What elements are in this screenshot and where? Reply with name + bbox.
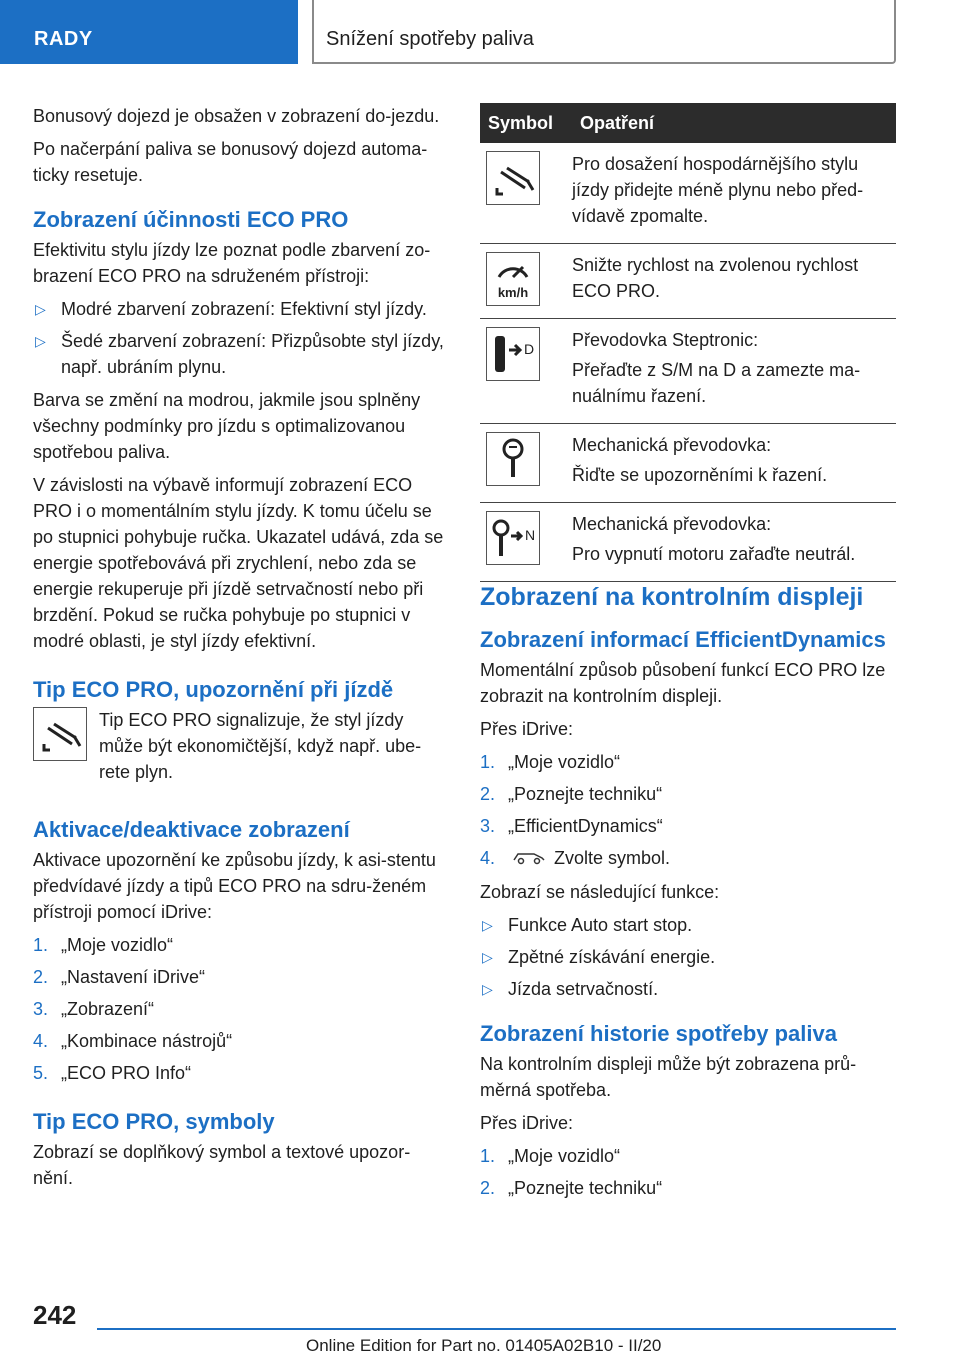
list-item: ▷ Zpětné získávání energie.: [480, 944, 896, 970]
footer-divider: [97, 1328, 896, 1330]
tip-block: [33, 707, 449, 792]
paragraph: Na kontrolním displeji může být zobrazena prů-měrná spotřeba.: [480, 1054, 857, 1101]
gear-d-label: D: [523, 341, 535, 357]
heading-eco-symbols: Tip ECO PRO, symboly: [33, 1109, 275, 1134]
table-cell-text: Přeřaďte z S/M na D a zamezte ma-nuálnímu řazení.: [572, 360, 861, 406]
paragraph: Bonusový dojezd je obsažen v zobrazení do-jezdu.: [33, 106, 440, 126]
paragraph: Zobrazí se doplňkový symbol a textové upozor-nění.: [33, 1142, 411, 1188]
gear-lever-n-icon: [486, 511, 540, 565]
heading-control-display: Zobrazení na kontrolním displeji: [480, 583, 864, 611]
list-item: 4. „Kombinace nástrojů“: [33, 1031, 233, 1051]
list-item: 2. „Nastavení iDrive“: [33, 967, 206, 987]
table-cell-text: Mechanická převodovka:: [572, 435, 772, 455]
heading-efficient-dynamics: Zobrazení informací EfficientDynamics: [480, 627, 886, 652]
table-cell-text: Převodovka Steptronic:: [572, 330, 759, 350]
page-number: 242: [33, 1300, 77, 1330]
heading-eco-efficiency: Zobrazení účinnosti ECO PRO: [33, 207, 349, 232]
table-row: [480, 503, 896, 582]
list-item: 3. „EfficientDynamics“: [480, 816, 663, 836]
gear-n-label: N: [524, 527, 536, 543]
bullet-list: [33, 296, 449, 380]
right-column: [480, 582, 896, 1208]
foot-pedal-icon: [486, 151, 540, 205]
speedometer-unit-label: km/h: [497, 285, 529, 300]
table-header-row: [480, 103, 896, 143]
column-header-symbol: Symbol: [480, 103, 572, 143]
numbered-list: [33, 932, 449, 1086]
triangle-bullet-icon: ▷: [482, 949, 493, 966]
paragraph: Momentální způsob působení funkcí ECO PRO lze zobrazit na kontrolním displeji.: [480, 660, 886, 706]
car-icon: [512, 846, 546, 872]
table-cell-text: Snižte rychlost na zvolenou rychlost ECO PRO.: [572, 255, 859, 301]
steptronic-d-icon: [486, 327, 540, 381]
paragraph: Barva se změní na modrou, jakmile jsou splněny všechny podmínky pro jízdu s optimalizovanou spotřebou paliva.: [33, 390, 421, 462]
list-item: 1. „Moje vozidlo“: [33, 935, 174, 955]
paragraph: Přes iDrive:: [480, 1113, 574, 1134]
triangle-bullet-icon: ▷: [35, 333, 46, 349]
list-item: ▷ Šedé zbarvení zobrazení: Přizpůsobte styl jízdy, např. ubráním plynu.: [33, 328, 449, 380]
foot-pedal-icon: [33, 707, 87, 761]
left-column: [33, 103, 449, 1198]
gear-lever-icon: [486, 432, 540, 486]
heading-eco-tip: Tip ECO PRO, upozornění při jízdě: [33, 677, 394, 702]
speedometer-icon: [486, 252, 540, 306]
list-item: 2. „Poznejte techniku“: [480, 1178, 663, 1199]
paragraph: Zobrazí se následující funkce:: [480, 882, 720, 903]
table-cell-text: Pro vypnutí motoru zařaďte neutrál.: [572, 544, 856, 564]
paragraph: Aktivace upozornění ke způsobu jízdy, k asi-stentu předvídavé jízdy a tipů ECO PRO na sdru-ženém přístroji pomocí iDrive:: [33, 850, 436, 922]
numbered-list: [480, 1143, 896, 1201]
header-chapter-title: Snížení spotřeby paliva: [312, 0, 896, 64]
triangle-bullet-icon: ▷: [482, 981, 493, 998]
numbered-list: [480, 749, 896, 872]
tip-text: Tip ECO PRO signalizuje, že styl jízdy může být ekonomičtější, když např. ube-rete plyn.: [99, 710, 422, 782]
heading-activation: Aktivace/deaktivace zobrazení: [33, 817, 350, 842]
list-item: ▷ Jízda setrvačností.: [480, 976, 896, 1002]
list-item: ▷ Modré zbarvení zobrazení: Efektivní styl jízdy.: [33, 296, 449, 322]
footer-edition: Online Edition for Part no. 01405A02B10 - II/20: [306, 1336, 662, 1355]
table-row: [480, 244, 896, 319]
list-item: 4. Zvolte symbol.: [480, 845, 896, 872]
list-item: 3. „Zobrazení“: [33, 999, 155, 1019]
paragraph: Efektivitu stylu jízdy lze poznat podle zbarvení zo-brazení ECO PRO na sdruženém přístroji:: [33, 240, 431, 286]
paragraph: Přes iDrive:: [480, 719, 574, 739]
header-section-label: RADY: [0, 0, 298, 64]
list-item: ▷ Funkce Auto start stop.: [480, 912, 896, 938]
list-item: 1. „Moje vozidlo“: [480, 1146, 621, 1167]
table-row: [480, 143, 896, 244]
paragraph: V závislosti na výbavě informují zobrazení ECO PRO i o momentálním stylu jízdy. K tomu účelu se po stupnici pohybuje ručka. Ukazatel udává, zda se energie spotřebovává při zrychlení, nebo zda se energie rekuperuje při jízdě setrvačností nebo při brzdění. Pokud se ručka pohybuje po stupnici v modré oblasti, je styl jízdy efektivní.: [33, 475, 444, 651]
table-cell-text: Řiďte se upozorněními k řazení.: [572, 465, 828, 485]
triangle-bullet-icon: ▷: [482, 917, 493, 934]
table-row: [480, 319, 896, 424]
table-cell-text: Pro dosažení hospodárnějšího stylu jízdy přidejte méně plynu nebo před-vídavě zpomalte.: [572, 154, 864, 226]
paragraph: Po načerpání paliva se bonusový dojezd automa-ticky resetuje.: [33, 139, 428, 185]
list-item: 1. „Moje vozidlo“: [480, 752, 621, 772]
column-header-action: Opatření: [572, 103, 896, 143]
list-item: 2. „Poznejte techniku“: [480, 784, 663, 804]
table-cell-text: Mechanická převodovka:: [572, 514, 772, 534]
table-row: [480, 424, 896, 503]
triangle-bullet-icon: ▷: [35, 301, 46, 317]
symbol-table: [480, 103, 896, 582]
bullet-list: [480, 912, 896, 1002]
list-item: 5. „ECO PRO Info“: [33, 1063, 192, 1083]
heading-consumption-history: Zobrazení historie spotřeby paliva: [480, 1021, 837, 1047]
